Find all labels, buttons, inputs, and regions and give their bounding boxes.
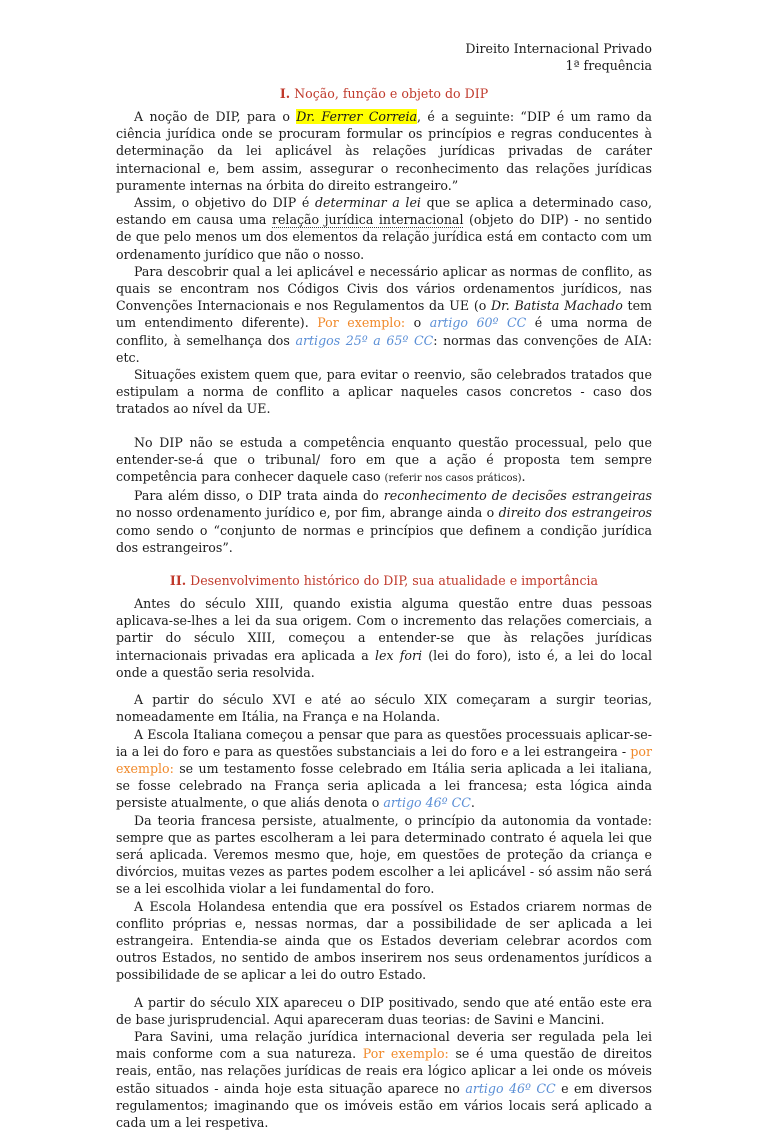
section-2-title: Desenvolvimento histórico do DIP, sua atualidade e importância	[190, 573, 599, 589]
example-label: Por exemplo:	[317, 315, 406, 331]
paragraph: Da teoria francesa persiste, atualmente, o princípio da autonomia da vontade: sempre que as partes escolheram a lei para determinado contrato é aquela lei que será aplicada. Veremos mesmo que, hoje, em questões de proteção da criança e divórcios, muitas vezes as partes podem escolher a lei aplicável - só assim não será se a lei escolhida violar a lei fundamental do foro.	[116, 812, 652, 897]
article-reference: artigo 46º CC	[465, 1080, 556, 1096]
paragraph	[116, 1028, 652, 1131]
text-run: o	[405, 315, 430, 331]
text-run: : normas das convenções de AIA: etc.	[116, 332, 653, 365]
text-run: A noção de DIP, para o	[134, 109, 297, 124]
header-subtitle: 1ª frequência	[565, 58, 652, 73]
text-run: Para além disso, o DIP trata ainda do	[134, 488, 384, 504]
paragraph: Situações existem quem que, para evitar o reenvio, são celebrados tratados que estipulam a norma de conflito a aplicar naqueles casos concretos - caso dos tratados ao nível da UE.	[116, 367, 652, 417]
text-run: que se aplica a determinado caso, estando em causa uma	[116, 195, 652, 228]
text-run: no nosso ordenamento jurídico e, por fim, abrange ainda o	[116, 505, 499, 521]
italic-run: lex fori	[375, 647, 423, 663]
article-reference: artigo 46º CC	[383, 795, 471, 811]
text-run: como sendo o “conjunto de normas e princípios que definem a condição jurídica dos estrangeiros”.	[116, 522, 652, 555]
text-run: Assim, o objetivo do DIP é	[134, 195, 315, 211]
paragraph: A partir do século XIX apareceu o DIP positivado, sendo que até então este era de base jurisprudencial. Aqui apareceram duas teorias: de Savini e Mancini.	[116, 994, 652, 1027]
text-run: A Escola Italiana começou a pensar que para as questões processuais aplicar-se-ia a lei do foro e para as questões substanciais a lei do foro e a lei estrangeira -	[116, 726, 652, 759]
italic-run: Dr. Batista Machado	[491, 298, 623, 314]
text-run: Para descobrir qual a lei aplicável e necessário aplicar as normas de conflito, as quais se encontram nos Códigos Civis dos vários ordenamentos jurídicos, nas Convenções Internacionais e nos Regulamentos da UE (o	[116, 263, 652, 314]
section-1-heading	[116, 85, 652, 102]
document-header	[465, 40, 652, 74]
text-run: se um testamento fosse celebrado em Itália seria aplicada a lei italiana, se fosse celebrado na França seria aplicada a lei francesa; esta lógica ainda persiste atualmente, o que aliás denota o	[116, 760, 652, 811]
text-run: .	[470, 795, 475, 811]
dotted-underline-term: relação jurídica internacional	[271, 212, 464, 228]
text-run: , é a seguinte: “DIP é um ramo da ciência jurídica onde se procuram formular os princípios e regras conducentes à determinação da lei aplicável às relações jurídicas privadas de caráter internacional e, bem assim, assegurar o reconhecimento das relações jurídicas puramente internas na órbita do direito estrangeiro.”	[116, 109, 652, 193]
paragraph	[116, 726, 652, 812]
text-run: Antes do século XIII, quando existia alguma questão entre duas pessoas aplicava-se-lhes a lei da sua origem. Com o incremento das relações comerciais, a partir do século XIII, começou a entender-se que às relações jurídicas internacionais privadas era aplicada a	[116, 596, 652, 663]
text-run: No DIP não se estuda a competência enquanto questão processual, pelo que entender-se-á que o tribunal/ foro em que a ação é proposta tem sempre competência para conhecer daquele caso	[116, 434, 652, 485]
document-body	[116, 85, 652, 1131]
section-2-heading	[116, 572, 652, 589]
text-run: tem um entendimento diferente).	[116, 298, 652, 331]
text-run: .	[521, 469, 526, 485]
paragraph	[116, 108, 652, 194]
italic-run: determinar a lei	[314, 195, 421, 211]
text-run: (objeto do DIP) - no sentido de que pelo menos um dos elementos da relação jurídica está em contacto com um ordenamento jurídico que não o nosso.	[116, 212, 653, 262]
paragraph	[116, 434, 652, 488]
text-run: Para Savini, uma relação jurídica internacional deveria ser regulada pela lei mais conforme com a sua natureza.	[116, 1028, 652, 1062]
section-2-number: II.	[169, 573, 187, 589]
paragraph	[116, 263, 652, 366]
example-label: Por exemplo:	[362, 1046, 449, 1062]
small-note: (referir nos casos práticos)	[384, 473, 522, 485]
paragraph	[116, 194, 652, 263]
header-course-title: Direito Internacional Privado	[465, 41, 652, 56]
article-reference: artigo 60º CC	[429, 315, 527, 331]
article-reference: artigos 25º a 65º CC	[295, 332, 434, 348]
text-run: é uma norma de conflito, à semelhança dos	[116, 315, 652, 348]
paragraph: A partir do século XVI e até ao século XIX começaram a surgir teorias, nomeadamente em Itália, na França e na Holanda.	[116, 692, 652, 725]
paragraph	[116, 487, 652, 556]
text-run: (lei do foro), isto é, a lei do local onde a questão seria resolvida.	[116, 647, 652, 680]
text-run: se é uma questão de direitos reais, então, nas relações jurídicas de reais era lógico aplicar a lei onde os móveis estão situados - ainda hoje esta situação aparece no	[116, 1046, 652, 1096]
section-1-title: Noção, função e objeto do DIP	[294, 86, 489, 101]
highlighted-author: Dr. Ferrer Correia	[296, 109, 418, 124]
paragraph: A Escola Holandesa entendia que era possível os Estados criarem normas de conflito próprias e, nessas normas, dar a possibilidade de ser aplicada a lei estrangeira. Entendia-se ainda que os Estados deveriam celebrar acordos com outros Estados, no sentido de ambos inserirem nos seus ordenamentos jurídicos a possibilidade de se aplicar a lei do outro Estado.	[116, 898, 652, 983]
section-1-number: I.	[279, 86, 291, 101]
italic-run: reconhecimento de decisões estrangeiras	[383, 488, 652, 504]
example-label: por exemplo:	[116, 743, 652, 776]
text-run: e em diversos regulamentos; imaginando que os imóveis estão em vários locais será aplicado a cada um a lei respetiva.	[116, 1080, 652, 1130]
italic-run: direito dos estrangeiros	[498, 505, 652, 521]
paragraph	[116, 595, 652, 681]
